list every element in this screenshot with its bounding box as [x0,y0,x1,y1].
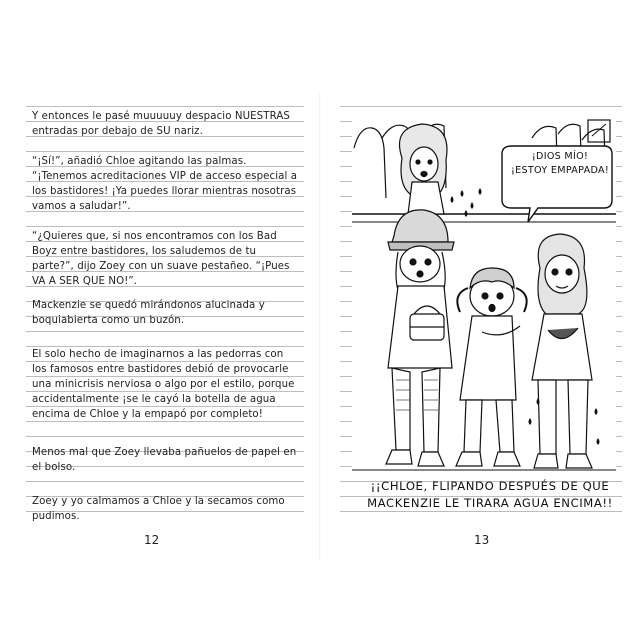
book-gutter [319,92,321,562]
speech-bubble [506,150,614,178]
right-page [340,92,622,562]
illustration-caption [358,478,622,512]
page-number-left: 12 [144,533,160,547]
paragraph-7: Zoey y yo calmamos a Chloe y la secamos como pudimos. [32,496,285,522]
ruled-line [26,481,304,482]
paragraph-1: Y entonces le pasé muuuuuy despacio NUESTRAS entradas por debajo de SU nariz. [32,111,290,137]
paragraph-2: “¡Sí!”, añadió Chloe agitando las palmas. “¡Tenemos acreditaciones VIP de acceso especial a los bastidores! ¡Ya puedes llorar mientras nosotras vamos a saludar!”. [32,156,298,212]
left-page [26,92,304,562]
speech-bubble-line-2: ¡ESTOY EMPAPADA! [510,165,610,176]
ruled-line [26,151,304,152]
paragraph-5: El solo hecho de imaginarnos a las pedorras con los famosos entre bastidores debió de provocarle una minicrisis nerviosa o algo por el estilo, porque accidentalmente ¡se le cayó la botella de agua encima de Chloe y la empapó por completo! [32,349,295,420]
ruled-line [26,106,304,107]
caption-line-1: ¡¡CHLOE, FLIPANDO DESPUÉS DE QUE [370,479,610,493]
paragraph-3: “¿Quieres que, si nos encontramos con los Bad Boyz entre bastidores, los saludemos de tu parte?”, dijo Zoey con un suave pestañeo. “¡Pues VA A SER QUE NO!”. [32,231,290,287]
paragraph-4: Mackenzie se quedó mirándonos alucinada y boquiabierta como un buzón. [32,300,265,326]
paragraph-6: Menos mal que Zoey llevaba pañuelos de papel en el bolso. [32,447,297,473]
caption-line-2: MACKENZIE LE TIRARA AGUA ENCIMA!! [367,496,613,510]
speech-bubble-line-1: ¡DIOS MÍO! [531,151,589,162]
ruled-line [26,436,304,437]
ruled-line [26,226,304,227]
ruled-line [340,106,622,107]
ruled-line [26,331,304,332]
page-number-right: 13 [474,533,490,547]
